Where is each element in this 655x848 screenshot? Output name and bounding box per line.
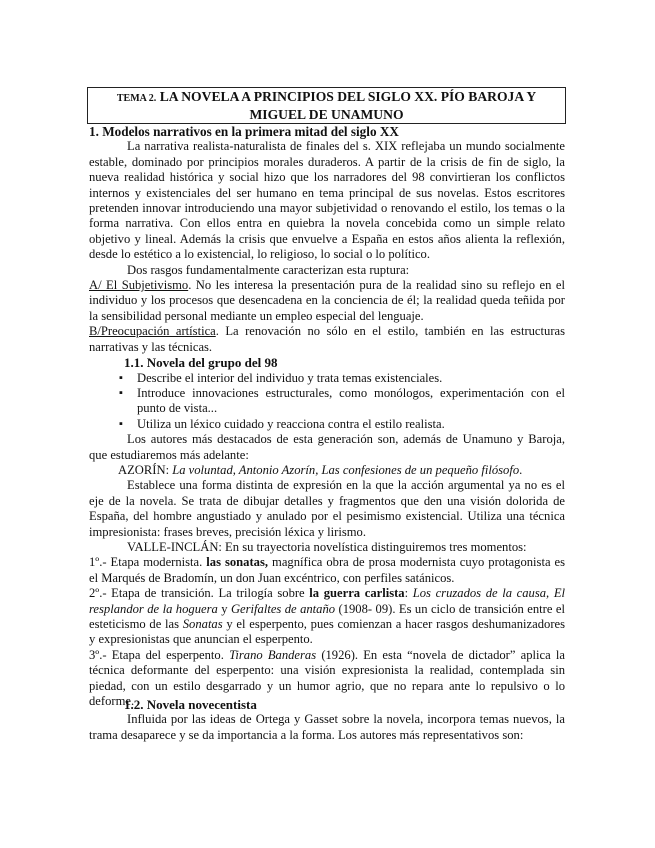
stage-3-label: 3º.- Etapa del esperpento. — [89, 647, 230, 662]
point-a-text: . No les interesa la presentación pura de la realidad sino su reflejo en el individuo y los procesos que desencadena en la conciencia de él; la realidad queda teñida por la sensibilidad personal mediante un empleo especial del lenguaje. — [89, 278, 565, 323]
section-1-point-b — [89, 324, 565, 355]
point-b-label: B/Preocupación artística — [89, 324, 216, 339]
section-1-point-a — [89, 278, 565, 324]
section-1-heading: 1. Modelos narrativos en la primera mitad del siglo XX — [89, 124, 399, 139]
stage-2-label: 2º.- Etapa de transición. La trilogía sobre — [89, 586, 310, 601]
document-title — [87, 87, 566, 124]
section-1-1-paragraph: Los autores más destacados de esta generación son, además de Unamuno y Baroja, que estudiaremos más adelante: — [89, 432, 565, 462]
list-item: ▪ Introduce innovaciones estructurales, como monólogos, experimentación con el punto de vista... — [89, 386, 565, 417]
stage-2-text-end: y el esperpento, pues comienzan a hacer rasgos deshumanizadores y expresionistas que anuncian el esperpento. — [89, 617, 566, 647]
section-1-1-list — [89, 371, 565, 433]
section-1-paragraph-2: Dos rasgos fundamentalmente caracterizan esta ruptura: — [127, 262, 410, 277]
section-1-2-paragraph: Influida por las ideas de Ortega y Gasset sobre la novela, incorpora temas nuevos, la trama desaparece y se da importancia a la forma. Los autores más representativos son: — [89, 712, 565, 742]
section-1-1-heading: 1.1. Novela del grupo del 98 — [124, 355, 278, 371]
section-1-2-heading: 1.2. Novela novecentista — [124, 697, 257, 712]
valle-inclan-intro: VALLE-INCLÁN: En su trayectoria novelística distinguiremos tres momentos: — [127, 539, 527, 554]
section-1-2 — [89, 697, 565, 743]
stage-2-and: y — [217, 601, 231, 616]
azorin-works — [89, 463, 565, 478]
stage-2-bold: la guerra carlista — [309, 586, 405, 601]
valle-stage-1 — [89, 555, 565, 586]
point-b-text: . La renovación no sólo en el estilo, también en las estructuras narrativas y las técnicas. — [89, 324, 566, 354]
stage-3-title: Tirano Banderas — [229, 647, 317, 662]
list-item: ▪ Describe el interior del individuo y trata temas existenciales. — [89, 371, 565, 386]
stage-1-text: magnífica obra de prosa modernista cuyo protagonista es el Marqués de Bradomín, un don Juan excéntrico, con perfiles satánicos. — [89, 555, 566, 585]
stage-2-text: (1908- 09). Es un ciclo de transición entre el esteticismo de las — [89, 601, 565, 631]
stage-2-colon: : — [404, 586, 413, 601]
azorin-end: . — [519, 462, 523, 477]
azorin-label: AZORÍN: — [118, 462, 173, 477]
stage-2-sonatas: Sonatas — [182, 617, 223, 631]
title-prefix: TEMA 2. — [116, 93, 157, 104]
title-text: LA NOVELA A PRINCIPIOS DEL SIGLO XX. PÍO BAROJA Y MIGUEL DE UNAMUNO — [156, 89, 537, 122]
stage-3-text: (1926). En esta “novela de dictador” aplica la técnica deformante del esperpento: una visión expresionista la realidad, contemplada sin piedad, con un estilo desgarrado y un humor agrio, que no repara ante lo repulsivo o lo deforme. — [89, 647, 565, 709]
section-1-paragraph-1: La narrativa realista-naturalista de finales del s. XIX reflejaba un mundo socialmente estable, dominado por principios morales duraderos. A partir de la crisis de fin de siglo, la nueva realidad histórica y social hizo que los narradores del 98 convirtieran los conflictos internos y existenciales del ser humano en tema principal de sus novelas. Estos escritores pretenden innovar introduciendo una mayor subjetividad o renovando el estilo, los temas o la forma narrativa. Con ellos entra en quiebra la novela concebida como un simple relato objetivo y lineal. Además la crisis que envuelve a España en estos años alienta la reflexión, desde lo estético a lo existencial, lo religioso, lo social o lo político. — [89, 139, 565, 262]
stage-2-titles: Los cruzados de la causa, El resplandor de la hoguera — [89, 586, 566, 616]
point-a-label: A/ El Subjetivismo — [89, 278, 189, 293]
list-item: ▪ Utiliza un léxico cuidado y reacciona contra el estilo realista. — [89, 417, 565, 432]
stage-1-bold: las sonatas, — [206, 555, 269, 570]
section-1 — [89, 124, 565, 709]
stage-2-title-3: Gerifaltes de antaño — [230, 601, 336, 616]
valle-stage-2 — [89, 586, 565, 648]
stage-1-label: 1º.- Etapa modernista. — [89, 555, 207, 570]
azorin-titles: La voluntad, Antonio Azorín, Las confesiones de un pequeño filósofo — [172, 462, 520, 477]
azorin-description: Establece una forma distinta de expresión en la que la acción argumental ya no es el eje de la novela. Se trata de dibujar detalles y fragmentos que den una visión dolorida de España, del hombre angustiado y anulado por el pesimismo existencial. Utiliza una técnica impresionista: frases breves, precisión léxica y lirismo. — [89, 478, 565, 539]
